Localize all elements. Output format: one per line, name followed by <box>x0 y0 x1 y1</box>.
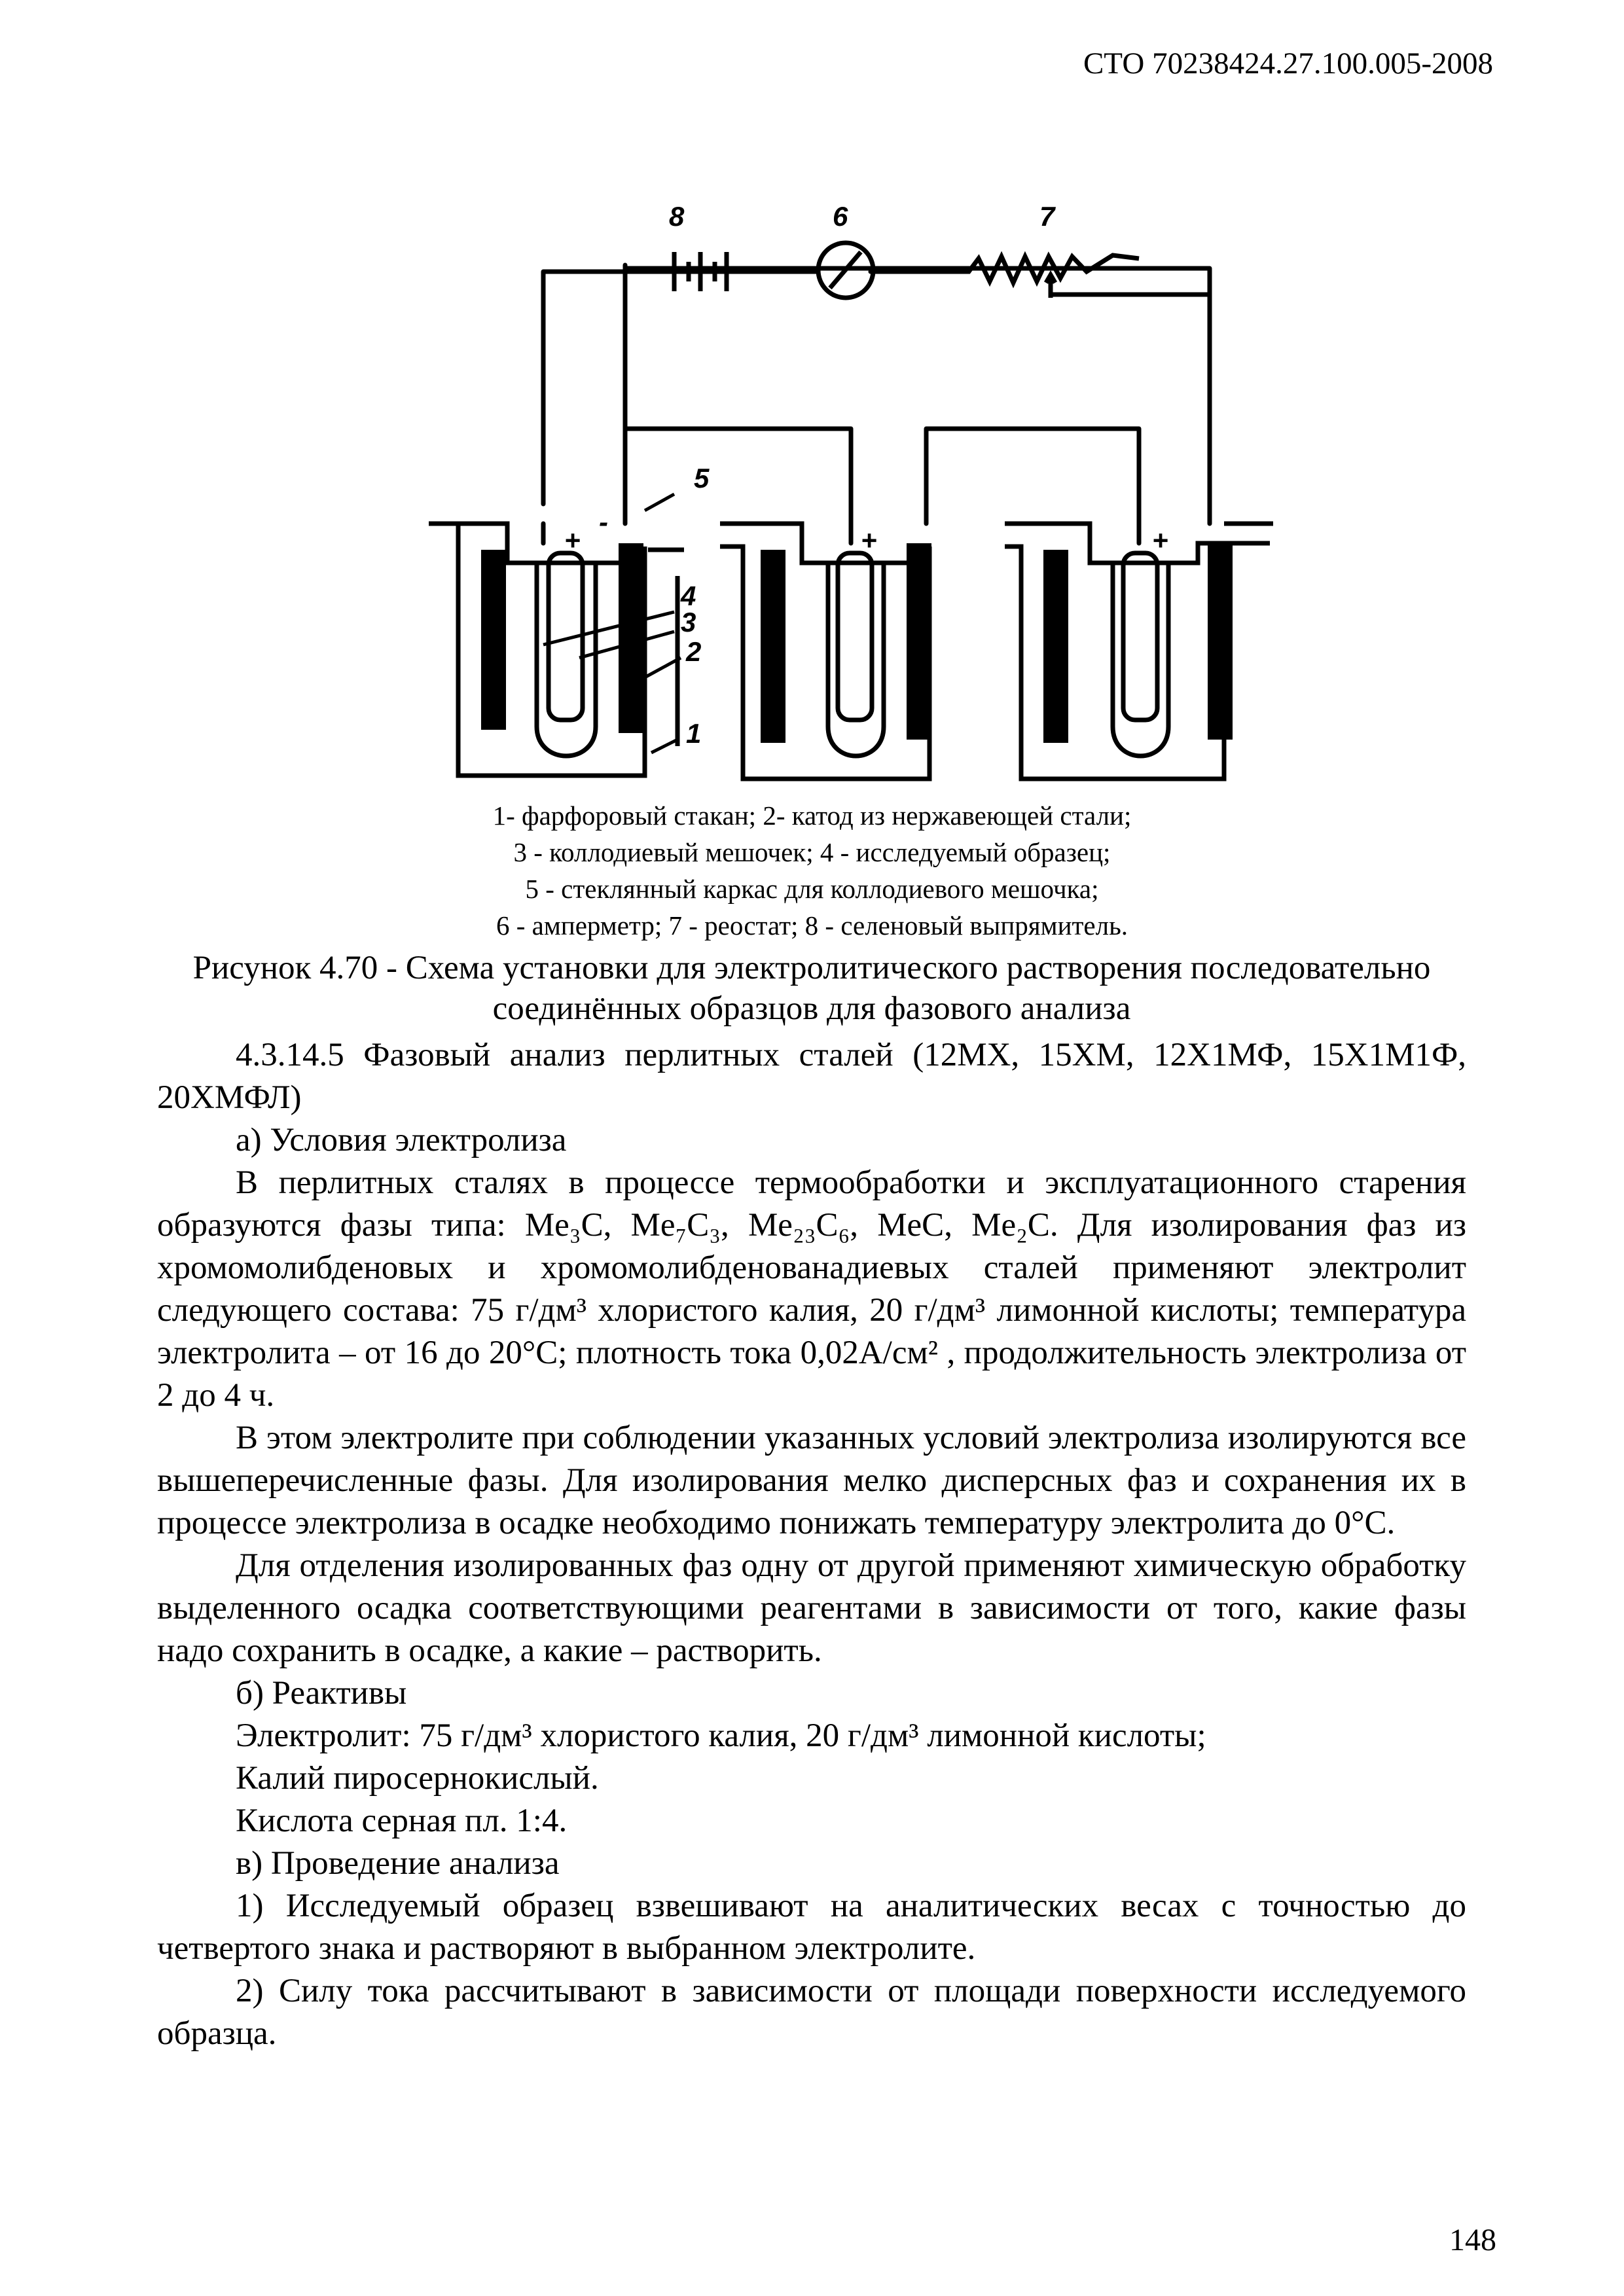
subsection-title-a: а) Условия электролиза <box>236 1122 567 1158</box>
procedure-step: 1) Исследуемый образец взвешивают на аналитических весах с точностью до четвертого знака и растворяют в выбранном электролите. <box>157 1888 1466 1967</box>
label-5: 5 <box>694 463 710 493</box>
plus-sign-cell-2: + <box>861 525 877 556</box>
wire-left <box>543 272 668 504</box>
paragraph: Для отделения изолированных фаз одну от другой применяют химическую обработку выделенного осадка соответствующими реагентами в зависимости от того, какие фазы надо сохранить в осадке, а какие – растворить. <box>157 1547 1466 1669</box>
series-link-2-3 <box>926 429 1139 543</box>
electrolysis-setup-diagram <box>0 0 1624 818</box>
label-3: 3 <box>681 607 696 637</box>
label-8: 8 <box>669 201 685 232</box>
wire-right <box>1051 295 1210 524</box>
figure-caption: Рисунок 4.70 - Схема установки для электролитического растворения последовательно соединённых образцов для фазового анализа <box>192 950 1431 1027</box>
document-code: СТО 70238424.27.100.005-2008 <box>1083 46 1493 81</box>
electrolytic-cells <box>429 524 1273 779</box>
subsection-title-b: б) Реактивы <box>236 1675 407 1712</box>
figure-legend <box>0 797 1624 944</box>
section-heading: 4.3.14.5 Фазовый анализ перлитных сталей (12МХ, 15ХМ, 12Х1МФ, 15Х1М1Ф, 20ХМФЛ) <box>157 1037 1466 1116</box>
label-4: 4 <box>681 581 696 611</box>
subsection-title-c: в) Проведение анализа <box>236 1845 560 1882</box>
figure-labels <box>564 201 1168 749</box>
plus-sign-cell-1: + <box>564 525 581 556</box>
legend-line: 1- фарфоровый стакан; 2- катод из нержавеющей стали; <box>492 800 1132 831</box>
series-link-1-2 <box>625 429 851 543</box>
plus-sign-cell-3: + <box>1152 525 1168 556</box>
procedure-step: 2) Силу тока рассчитывают в зависимости от площади поверхности исследуемого образца. <box>157 1973 1466 2052</box>
paragraph: В этом электролите при соблюдении указанных условий электролиза изолируются все вышеперечисленные фазы. Для изолирования мелко дисперсных фаз и сохранения их в процессе электролиза в осадке необходимо понижать температуру электролита до 0°С. <box>157 1420 1466 1541</box>
reagent-item: Кислота серная пл. 1:4. <box>236 1803 568 1839</box>
legend-line: 5 - стеклянный каркас для коллодиевого мешочка; <box>525 874 1099 904</box>
label-1: 1 <box>686 718 702 749</box>
reagent-item: Электролит: 75 г/дм³ хлористого калия, 20 г/дм³ лимонной кислоты; <box>236 1717 1206 1754</box>
label-7: 7 <box>1039 201 1055 232</box>
label-6: 6 <box>833 201 848 232</box>
rheostat-symbol <box>871 255 1139 298</box>
label-2: 2 <box>686 636 702 667</box>
paragraph: В перлитных сталях в процессе термообработки и эксплуатационного старения образуются фазы типа: Me₃C, Me₇C₃, Me₂₃C₆, MeC, Me₂C. Для изолирования фаз из хромомолибденовых и хромомолибденованадиевых сталей применяют электролит следующего состава: 75 г/дм³ хлористого калия, 20 г/дм³ лимонной кислоты; температура электролита – от 16 до 20°С; плотность тока 0,02А/см² , продолжительность электролиза от 2 до 4 ч. <box>157 1164 1466 1414</box>
external-circuit-wire <box>625 265 1210 504</box>
legend-line: 6 - амперметр; 7 - реостат; 8 - селеновый выпрямитель. <box>496 910 1128 941</box>
body-text <box>157 1034 1466 2055</box>
reagent-item: Калий пиросернокислый. <box>236 1760 599 1797</box>
legend-line: 3 - коллодиевый мешочек; 4 - исследуемый образец; <box>513 837 1111 867</box>
page-number: 148 <box>1449 2223 1496 2257</box>
minus-sign-cell-1: - <box>599 507 608 537</box>
